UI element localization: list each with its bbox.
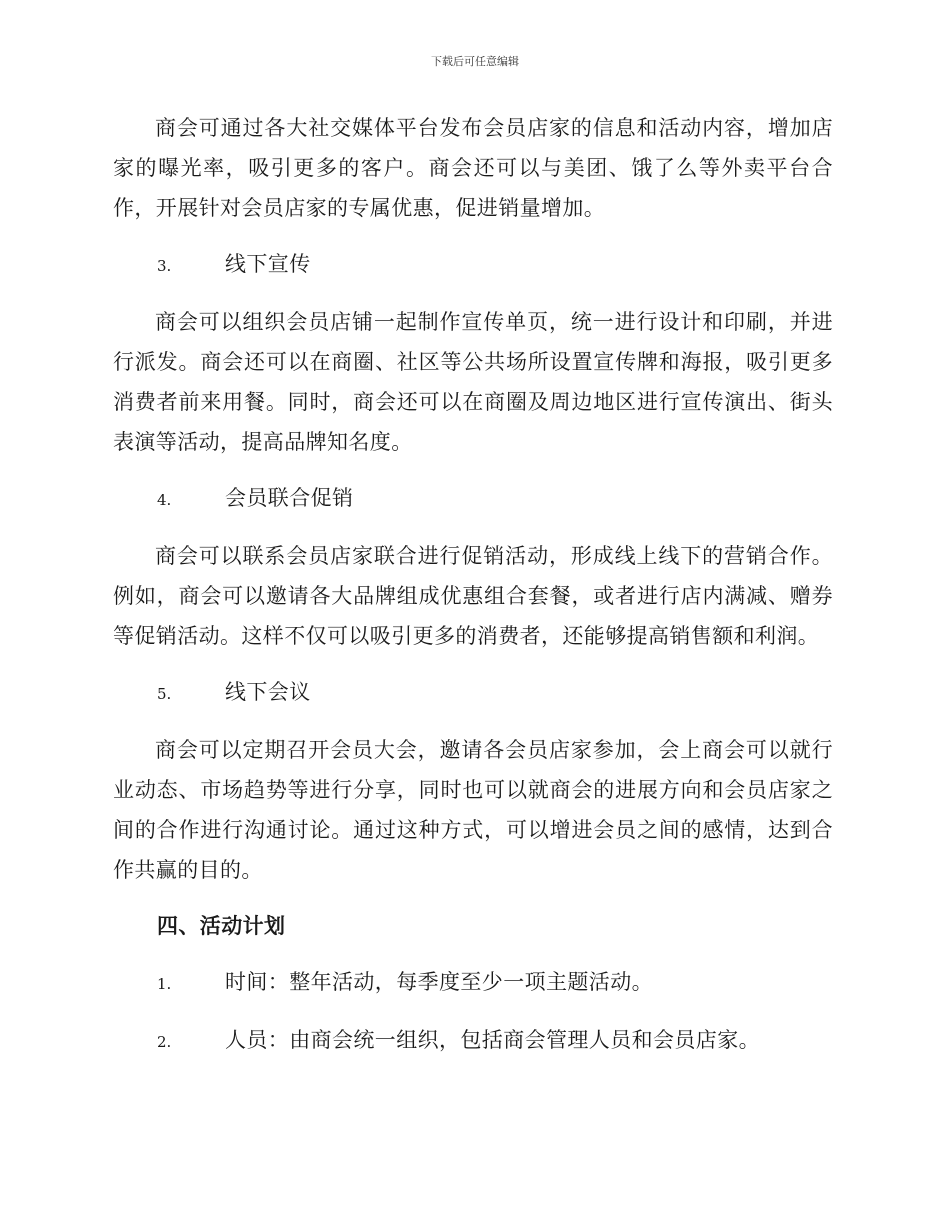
list-number: 2.	[157, 1033, 172, 1051]
list-item-label: 人员：由商会统一组织，包括商会管理人员和会员店家。	[225, 1028, 760, 1052]
paragraph-offline-promotion: 商会可以组织会员店铺一起制作宣传单页，统一进行设计和印刷，并进行派发。商会还可以在商圈、社区等公共场所设置宣传牌和海报，吸引更多消费者前来用餐。同时，商会还可以在商圈及周边地区进行宣传演出、街头表演等活动，提高品牌知名度。	[113, 310, 833, 454]
list-item-plan-personnel	[113, 1020, 833, 1062]
list-number: 4.	[157, 491, 172, 509]
list-item-member-joint-promotion	[113, 478, 833, 520]
list-item-label: 线下会议	[225, 680, 311, 704]
page-header: 下载后可任意编辑	[431, 55, 519, 68]
document-body	[113, 108, 833, 1078]
list-item-label: 时间：整年活动，每季度至少一项主题活动。	[225, 970, 653, 994]
paragraph-offline-meeting: 商会可以定期召开会员大会，邀请各会员店家参加，会上商会可以就行业动态、市场趋势等进行分享，同时也可以就商会的进展方向和会员店家之间的合作进行沟通讨论。通过这种方式，可以增进会员之间的感情，达到合作共赢的目的。	[113, 738, 833, 882]
list-number: 1.	[157, 975, 172, 993]
list-item-label: 线下宣传	[225, 252, 311, 276]
list-item-plan-time	[113, 962, 833, 1004]
section-heading-activity-plan: 四、活动计划	[157, 913, 286, 938]
list-item-offline-promotion	[113, 244, 833, 286]
list-number: 3.	[157, 257, 172, 275]
list-item-offline-meeting	[113, 672, 833, 714]
paragraph-member-joint-promotion: 商会可以联系会员店家联合进行促销活动，形成线上线下的营销合作。例如，商会可以邀请各大品牌组成优惠组合套餐，或者进行店内满减、赠券等促销活动。这样不仅可以吸引更多的消费者，还能够提高销售额和利润。	[113, 544, 833, 648]
paragraph-online-promotion: 商会可通过各大社交媒体平台发布会员店家的信息和活动内容，增加店家的曝光率，吸引更多的客户。商会还可以与美团、饿了么等外卖平台合作，开展针对会员店家的专属优惠，促进销量增加。	[113, 116, 833, 220]
list-number: 5.	[157, 685, 172, 703]
list-item-label: 会员联合促销	[225, 486, 354, 510]
